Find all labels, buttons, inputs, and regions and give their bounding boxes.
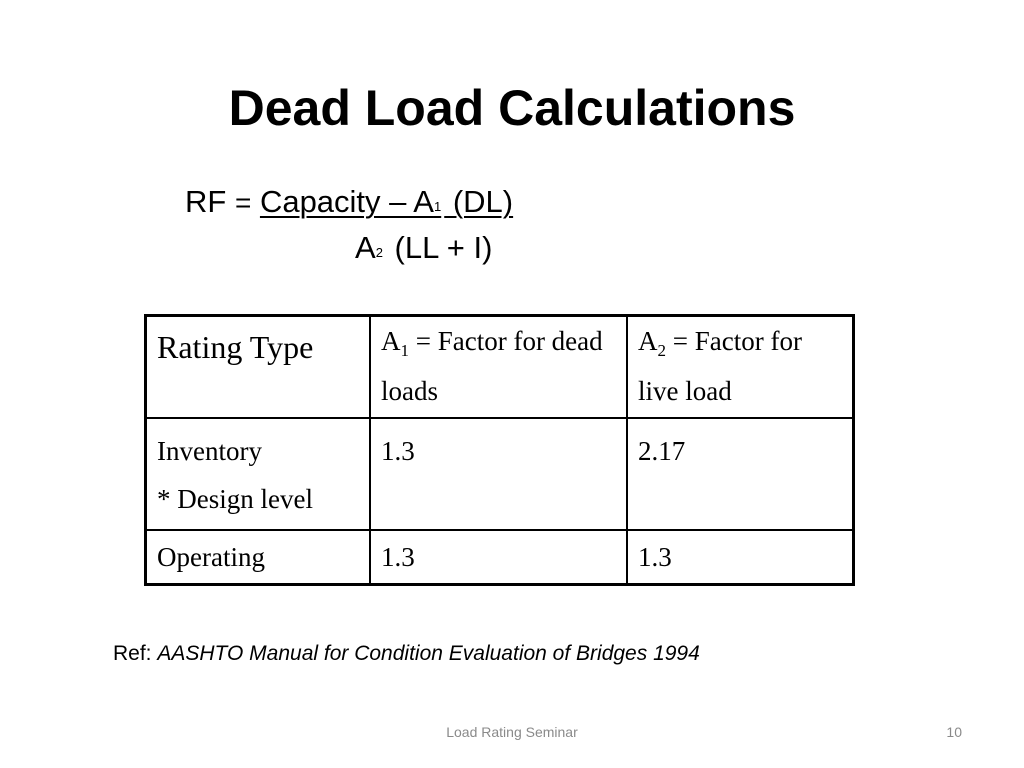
a2-value-cell: 1.3	[627, 530, 854, 585]
header-a2-subscript: 2	[657, 341, 666, 360]
formula-denominator-prefix: A	[355, 230, 376, 265]
rating-type-design-level: * Design level	[157, 484, 313, 514]
table-row	[146, 418, 854, 530]
a2-value-cell: 2.17	[627, 418, 854, 530]
header-a2-factor	[627, 316, 854, 419]
reference-label: Ref:	[113, 642, 158, 665]
table-header-row	[146, 316, 854, 419]
header-a1-factor	[370, 316, 627, 419]
formula-denominator-suffix: (LL + I)	[385, 230, 493, 265]
formula-lhs: RF	[185, 184, 227, 219]
formula-denominator-subscript: 2	[375, 245, 383, 260]
reference-citation	[113, 640, 700, 668]
formula-denominator-line	[355, 230, 492, 271]
header-a1-prefix: A	[381, 326, 401, 356]
a1-value-cell: 1.3	[370, 418, 627, 530]
formula-equals: =	[234, 187, 252, 218]
table-row	[146, 530, 854, 585]
formula-numerator	[260, 184, 513, 219]
a1-value-cell: 1.3	[370, 530, 627, 585]
header-a2-text: = Factor for live load	[638, 326, 802, 406]
rating-factor-table	[144, 314, 855, 586]
formula-numerator-subscript: 1	[433, 199, 442, 214]
footer-text: Load Rating Seminar	[446, 724, 578, 740]
slide-title: Dead Load Calculations	[228, 80, 796, 136]
rating-type-inventory: Inventory	[157, 436, 262, 466]
header-a1-subscript: 1	[400, 341, 409, 360]
reference-title: AASHTO Manual for Condition Evaluation of Bridges 1994	[157, 642, 700, 665]
formula-numerator-suffix: (DL)	[444, 184, 514, 219]
slide-number: 10	[946, 724, 962, 740]
rating-type-operating: Operating	[146, 530, 371, 585]
header-a2-prefix: A	[638, 326, 658, 356]
formula-numerator-prefix: Capacity – A	[259, 184, 434, 219]
formula-numerator-line	[185, 184, 513, 225]
header-a1-text: = Factor for dead loads	[381, 326, 603, 406]
rating-type-cell	[146, 418, 371, 530]
header-rating-type: Rating Type	[146, 316, 371, 419]
